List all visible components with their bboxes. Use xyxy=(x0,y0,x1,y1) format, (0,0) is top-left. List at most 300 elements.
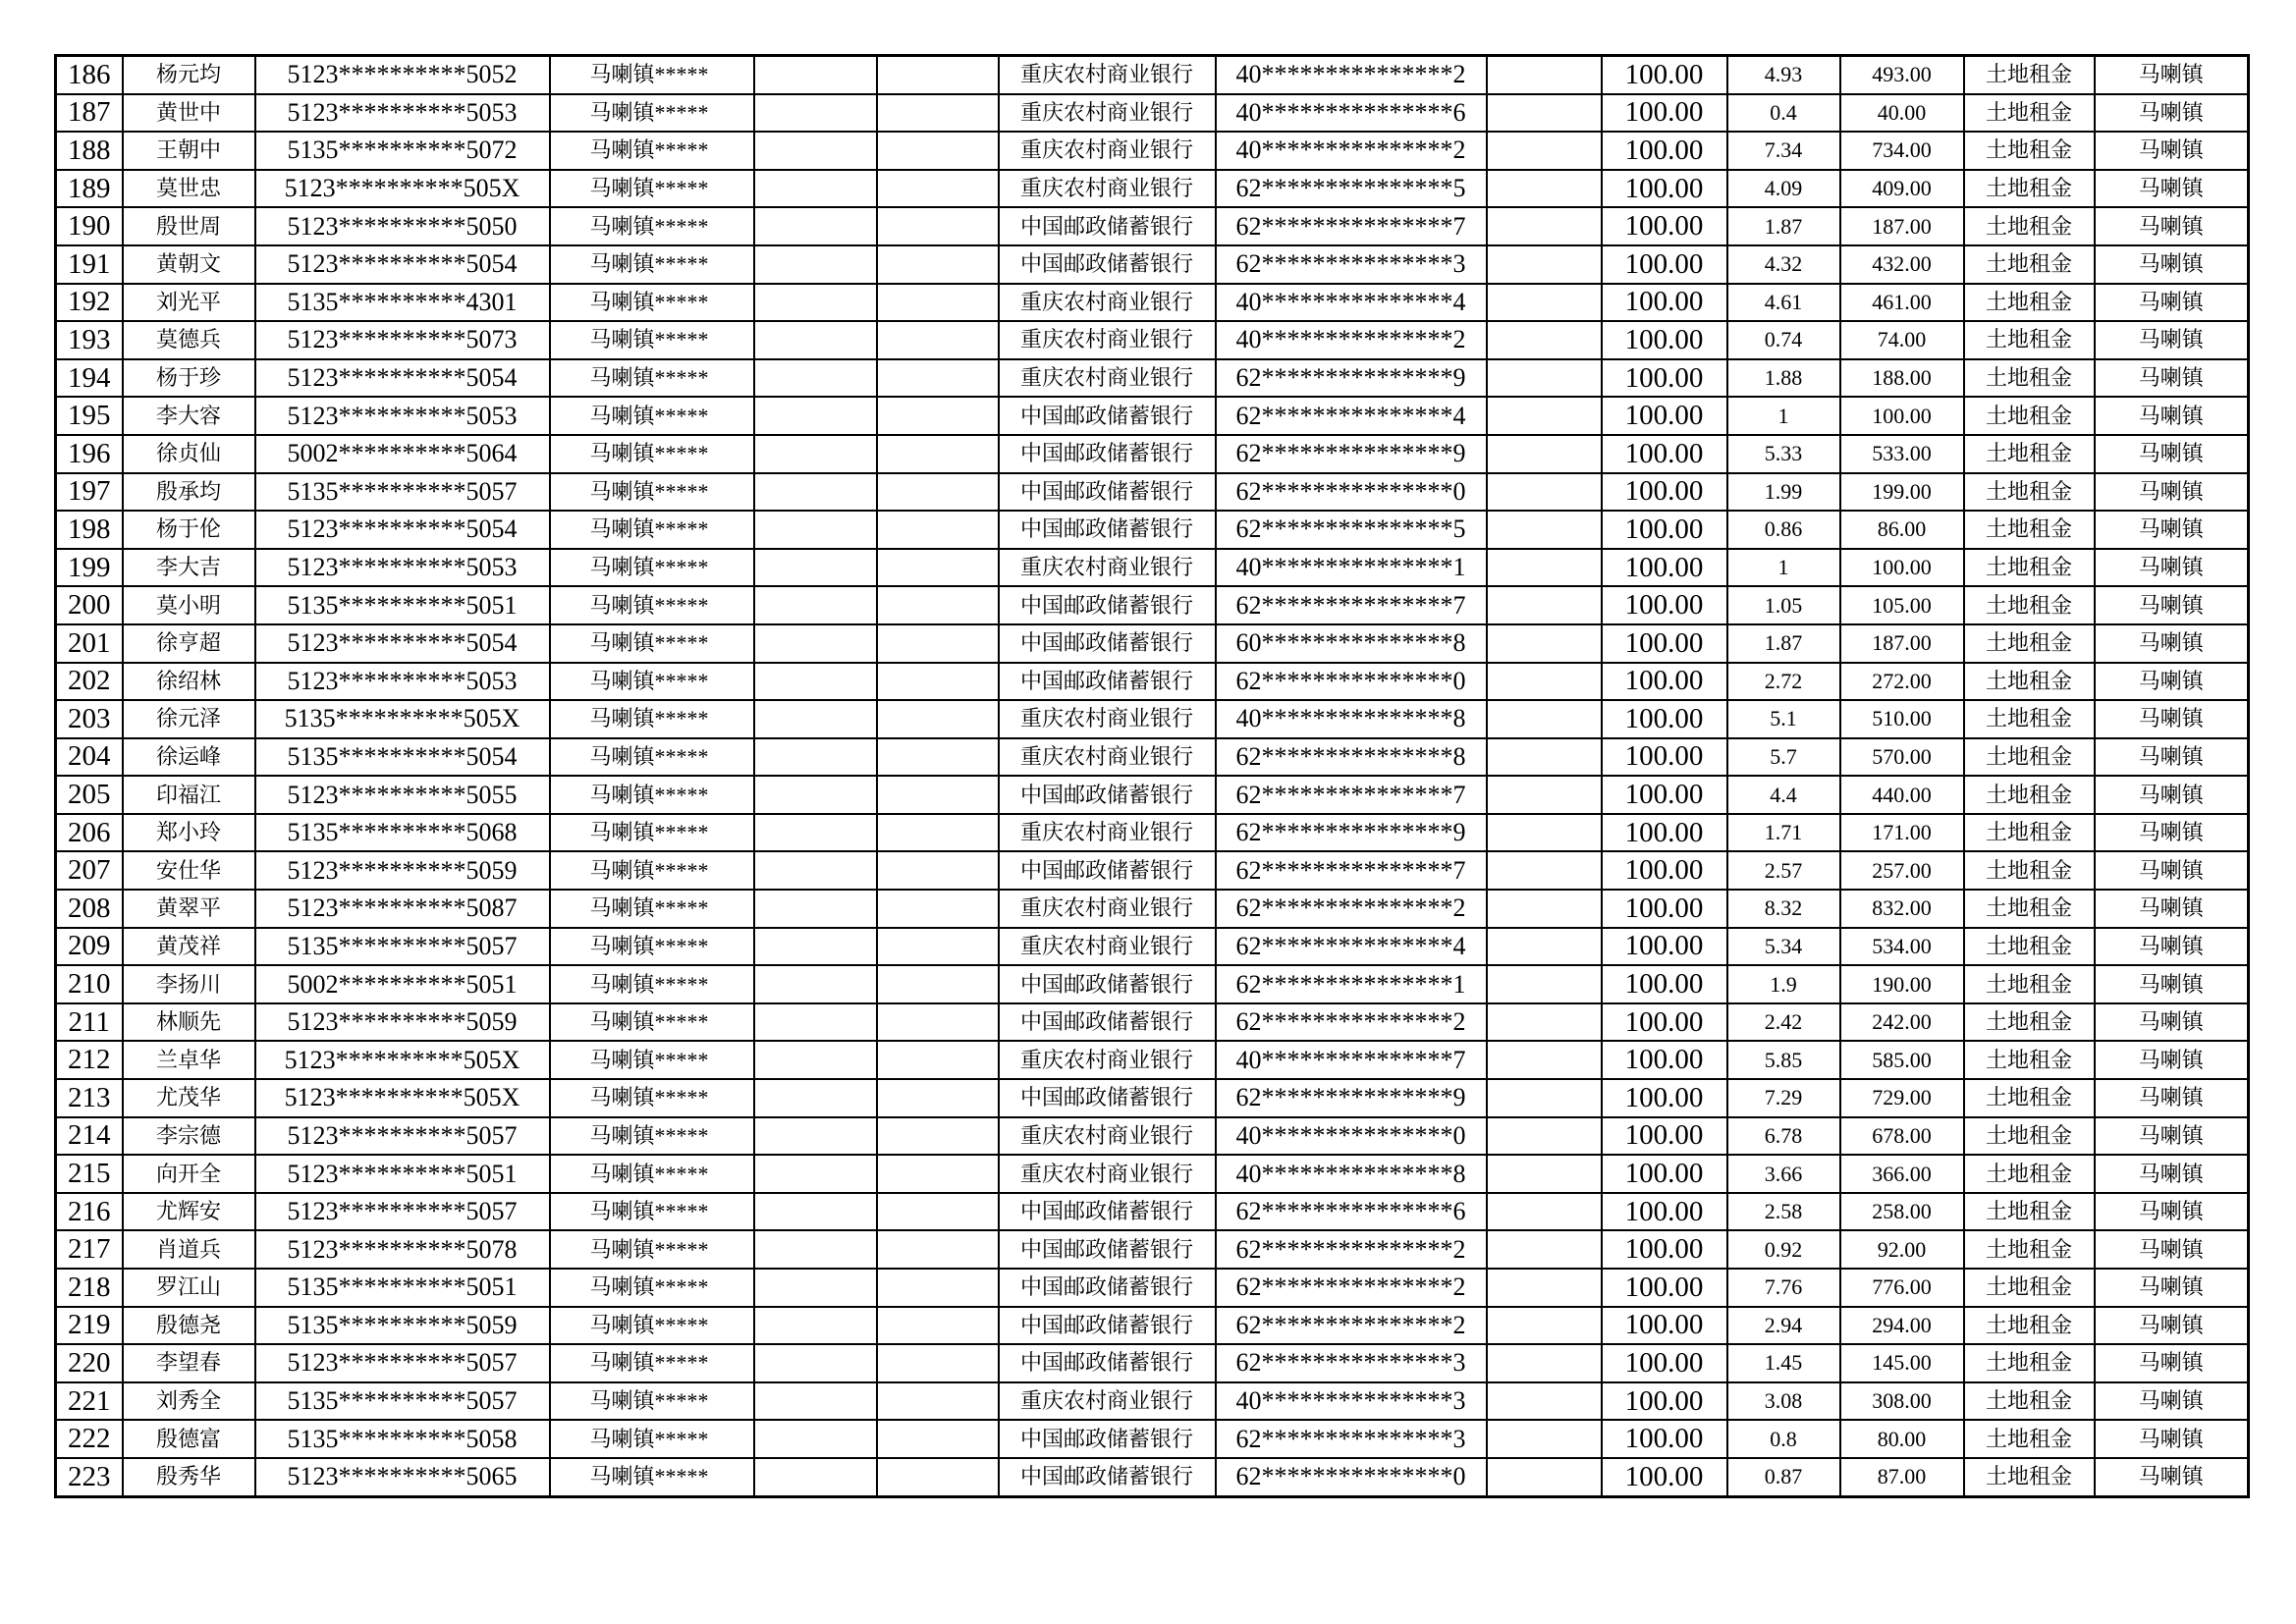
amount-cell: 440.00 xyxy=(1840,776,1964,814)
town-cell: 马喇镇 xyxy=(2095,1269,2249,1307)
blank-cell xyxy=(754,1344,877,1382)
name-cell: 李大容 xyxy=(123,397,255,435)
id-number-cell: 5002**********5064 xyxy=(255,435,550,473)
area-cell: 1.87 xyxy=(1727,207,1840,245)
table-row xyxy=(56,1420,2249,1458)
address-cell: 马喇镇***** xyxy=(550,851,754,890)
blank-cell xyxy=(1487,207,1602,245)
bank-cell: 重庆农村商业银行 xyxy=(999,1117,1216,1156)
unit-price-cell: 100.00 xyxy=(1602,94,1727,133)
blank-cell xyxy=(754,965,877,1003)
name-cell: 殷德富 xyxy=(123,1420,255,1458)
blank-cell xyxy=(877,663,999,701)
amount-cell: 729.00 xyxy=(1840,1079,1964,1117)
subsidy-type-cell: 土地租金 xyxy=(1964,1458,2095,1496)
name-cell: 徐运峰 xyxy=(123,738,255,777)
account-cell: 62***************2 xyxy=(1216,890,1487,928)
blank-cell xyxy=(877,284,999,322)
blank-cell xyxy=(754,738,877,777)
blank-cell xyxy=(754,284,877,322)
subsidy-type-cell: 土地租金 xyxy=(1964,624,2095,663)
blank-cell xyxy=(877,1117,999,1156)
subsidy-type-cell: 土地租金 xyxy=(1964,1117,2095,1156)
amount-cell: 258.00 xyxy=(1840,1193,1964,1231)
account-cell: 62***************6 xyxy=(1216,1193,1487,1231)
blank-cell xyxy=(877,359,999,398)
name-cell: 郑小玲 xyxy=(123,814,255,852)
address-cell: 马喇镇***** xyxy=(550,1420,754,1458)
address-cell: 马喇镇***** xyxy=(550,94,754,133)
table-row xyxy=(56,1117,2249,1156)
address-cell: 马喇镇***** xyxy=(550,207,754,245)
unit-price-cell: 100.00 xyxy=(1602,132,1727,170)
unit-price-cell: 100.00 xyxy=(1602,56,1727,94)
table-row xyxy=(56,965,2249,1003)
bank-cell: 重庆农村商业银行 xyxy=(999,738,1216,777)
name-cell: 向开全 xyxy=(123,1155,255,1193)
blank-cell xyxy=(1487,890,1602,928)
town-cell: 马喇镇 xyxy=(2095,1079,2249,1117)
name-cell: 尤辉安 xyxy=(123,1193,255,1231)
unit-price-cell: 100.00 xyxy=(1602,1193,1727,1231)
blank-cell xyxy=(754,1155,877,1193)
town-cell: 马喇镇 xyxy=(2095,1458,2249,1496)
table-row xyxy=(56,1193,2249,1231)
area-cell: 1.88 xyxy=(1727,359,1840,398)
row-number-cell: 209 xyxy=(56,928,123,966)
town-cell: 马喇镇 xyxy=(2095,965,2249,1003)
subsidy-type-cell: 土地租金 xyxy=(1964,1041,2095,1079)
table-row xyxy=(56,1003,2249,1042)
blank-cell xyxy=(754,1230,877,1269)
unit-price-cell: 100.00 xyxy=(1602,928,1727,966)
blank-cell xyxy=(754,1307,877,1345)
town-cell: 马喇镇 xyxy=(2095,1155,2249,1193)
amount-cell: 40.00 xyxy=(1840,94,1964,133)
row-number-cell: 210 xyxy=(56,965,123,1003)
address-cell: 马喇镇***** xyxy=(550,1003,754,1042)
blank-cell xyxy=(754,1079,877,1117)
area-cell: 4.32 xyxy=(1727,245,1840,284)
bank-cell: 重庆农村商业银行 xyxy=(999,170,1216,208)
blank-cell xyxy=(1487,814,1602,852)
id-number-cell: 5123**********5059 xyxy=(255,1003,550,1042)
blank-cell xyxy=(754,890,877,928)
table-row xyxy=(56,890,2249,928)
blank-cell xyxy=(754,245,877,284)
unit-price-cell: 100.00 xyxy=(1602,1382,1727,1421)
blank-cell xyxy=(754,1193,877,1231)
amount-cell: 510.00 xyxy=(1840,700,1964,738)
blank-cell xyxy=(1487,1344,1602,1382)
row-number-cell: 206 xyxy=(56,814,123,852)
area-cell: 4.61 xyxy=(1727,284,1840,322)
blank-cell xyxy=(1487,56,1602,94)
bank-cell: 中国邮政储蓄银行 xyxy=(999,397,1216,435)
area-cell: 5.85 xyxy=(1727,1041,1840,1079)
bank-cell: 重庆农村商业银行 xyxy=(999,56,1216,94)
blank-cell xyxy=(754,132,877,170)
area-cell: 0.87 xyxy=(1727,1458,1840,1496)
blank-cell xyxy=(754,814,877,852)
account-cell: 40***************8 xyxy=(1216,700,1487,738)
blank-cell xyxy=(754,207,877,245)
blank-cell xyxy=(754,1458,877,1496)
bank-cell: 重庆农村商业银行 xyxy=(999,132,1216,170)
address-cell: 马喇镇***** xyxy=(550,1117,754,1156)
bank-cell: 中国邮政储蓄银行 xyxy=(999,965,1216,1003)
amount-cell: 190.00 xyxy=(1840,965,1964,1003)
name-cell: 安仕华 xyxy=(123,851,255,890)
id-number-cell: 5135**********5057 xyxy=(255,1382,550,1421)
unit-price-cell: 100.00 xyxy=(1602,207,1727,245)
table-row xyxy=(56,511,2249,549)
id-number-cell: 5123**********5057 xyxy=(255,1117,550,1156)
row-number-cell: 196 xyxy=(56,435,123,473)
table-row xyxy=(56,132,2249,170)
subsidy-type-cell: 土地租金 xyxy=(1964,1344,2095,1382)
blank-cell xyxy=(754,1041,877,1079)
id-number-cell: 5123**********5078 xyxy=(255,1230,550,1269)
subsidy-type-cell: 土地租金 xyxy=(1964,132,2095,170)
amount-cell: 105.00 xyxy=(1840,586,1964,624)
row-number-cell: 218 xyxy=(56,1269,123,1307)
id-number-cell: 5123**********505X xyxy=(255,170,550,208)
blank-cell xyxy=(1487,1155,1602,1193)
table-row xyxy=(56,56,2249,94)
blank-cell xyxy=(1487,359,1602,398)
address-cell: 马喇镇***** xyxy=(550,890,754,928)
amount-cell: 80.00 xyxy=(1840,1420,1964,1458)
address-cell: 马喇镇***** xyxy=(550,359,754,398)
blank-cell xyxy=(1487,549,1602,587)
id-number-cell: 5135**********5051 xyxy=(255,586,550,624)
amount-cell: 171.00 xyxy=(1840,814,1964,852)
row-number-cell: 203 xyxy=(56,700,123,738)
blank-cell xyxy=(877,928,999,966)
amount-cell: 187.00 xyxy=(1840,624,1964,663)
town-cell: 马喇镇 xyxy=(2095,851,2249,890)
blank-cell xyxy=(1487,321,1602,359)
row-number-cell: 221 xyxy=(56,1382,123,1421)
amount-cell: 461.00 xyxy=(1840,284,1964,322)
amount-cell: 74.00 xyxy=(1840,321,1964,359)
blank-cell xyxy=(754,511,877,549)
row-number-cell: 197 xyxy=(56,473,123,512)
row-number-cell: 187 xyxy=(56,94,123,133)
blank-cell xyxy=(1487,738,1602,777)
unit-price-cell: 100.00 xyxy=(1602,851,1727,890)
name-cell: 莫小明 xyxy=(123,586,255,624)
bank-cell: 重庆农村商业银行 xyxy=(999,359,1216,398)
unit-price-cell: 100.00 xyxy=(1602,321,1727,359)
unit-price-cell: 100.00 xyxy=(1602,435,1727,473)
account-cell: 62***************5 xyxy=(1216,170,1487,208)
unit-price-cell: 100.00 xyxy=(1602,738,1727,777)
area-cell: 2.72 xyxy=(1727,663,1840,701)
amount-cell: 100.00 xyxy=(1840,397,1964,435)
subsidy-type-cell: 土地租金 xyxy=(1964,94,2095,133)
id-number-cell: 5123**********5087 xyxy=(255,890,550,928)
town-cell: 马喇镇 xyxy=(2095,170,2249,208)
address-cell: 马喇镇***** xyxy=(550,1344,754,1382)
area-cell: 5.33 xyxy=(1727,435,1840,473)
table-row xyxy=(56,928,2249,966)
unit-price-cell: 100.00 xyxy=(1602,1079,1727,1117)
blank-cell xyxy=(1487,1307,1602,1345)
unit-price-cell: 100.00 xyxy=(1602,1269,1727,1307)
table-row xyxy=(56,1230,2249,1269)
blank-cell xyxy=(1487,1420,1602,1458)
id-number-cell: 5123**********5057 xyxy=(255,1344,550,1382)
account-cell: 40***************3 xyxy=(1216,1382,1487,1421)
subsidy-type-cell: 土地租金 xyxy=(1964,663,2095,701)
blank-cell xyxy=(1487,473,1602,512)
address-cell: 马喇镇***** xyxy=(550,56,754,94)
id-number-cell: 5123**********505X xyxy=(255,1079,550,1117)
area-cell: 0.4 xyxy=(1727,94,1840,133)
bank-cell: 中国邮政储蓄银行 xyxy=(999,1003,1216,1042)
area-cell: 1 xyxy=(1727,549,1840,587)
area-cell: 6.78 xyxy=(1727,1117,1840,1156)
town-cell: 马喇镇 xyxy=(2095,56,2249,94)
blank-cell xyxy=(754,170,877,208)
blank-cell xyxy=(877,1307,999,1345)
name-cell: 殷秀华 xyxy=(123,1458,255,1496)
name-cell: 黄翠平 xyxy=(123,890,255,928)
bank-cell: 中国邮政储蓄银行 xyxy=(999,1307,1216,1345)
table-row xyxy=(56,397,2249,435)
amount-cell: 199.00 xyxy=(1840,473,1964,512)
blank-cell xyxy=(754,700,877,738)
unit-price-cell: 100.00 xyxy=(1602,814,1727,852)
table-row xyxy=(56,94,2249,133)
id-number-cell: 5135**********5072 xyxy=(255,132,550,170)
id-number-cell: 5123**********505X xyxy=(255,1041,550,1079)
blank-cell xyxy=(1487,132,1602,170)
table-row xyxy=(56,284,2249,322)
bank-cell: 重庆农村商业银行 xyxy=(999,549,1216,587)
table-row xyxy=(56,1079,2249,1117)
blank-cell xyxy=(1487,1193,1602,1231)
blank-cell xyxy=(1487,1003,1602,1042)
table-row xyxy=(56,814,2249,852)
amount-cell: 570.00 xyxy=(1840,738,1964,777)
account-cell: 62***************9 xyxy=(1216,359,1487,398)
blank-cell xyxy=(1487,245,1602,284)
town-cell: 马喇镇 xyxy=(2095,435,2249,473)
amount-cell: 432.00 xyxy=(1840,245,1964,284)
row-number-cell: 194 xyxy=(56,359,123,398)
name-cell: 莫德兵 xyxy=(123,321,255,359)
id-number-cell: 5123**********5059 xyxy=(255,851,550,890)
blank-cell xyxy=(754,586,877,624)
name-cell: 徐亨超 xyxy=(123,624,255,663)
id-number-cell: 5135**********505X xyxy=(255,700,550,738)
address-cell: 马喇镇***** xyxy=(550,1155,754,1193)
unit-price-cell: 100.00 xyxy=(1602,1230,1727,1269)
blank-cell xyxy=(1487,586,1602,624)
subsidy-type-cell: 土地租金 xyxy=(1964,738,2095,777)
subsidy-type-cell: 土地租金 xyxy=(1964,1155,2095,1193)
row-number-cell: 220 xyxy=(56,1344,123,1382)
town-cell: 马喇镇 xyxy=(2095,1117,2249,1156)
area-cell: 2.94 xyxy=(1727,1307,1840,1345)
area-cell: 1.05 xyxy=(1727,586,1840,624)
subsidy-type-cell: 土地租金 xyxy=(1964,435,2095,473)
row-number-cell: 215 xyxy=(56,1155,123,1193)
bank-cell: 重庆农村商业银行 xyxy=(999,700,1216,738)
bank-cell: 重庆农村商业银行 xyxy=(999,890,1216,928)
town-cell: 马喇镇 xyxy=(2095,663,2249,701)
name-cell: 刘秀全 xyxy=(123,1382,255,1421)
amount-cell: 145.00 xyxy=(1840,1344,1964,1382)
blank-cell xyxy=(877,511,999,549)
account-cell: 62***************0 xyxy=(1216,1458,1487,1496)
account-cell: 62***************0 xyxy=(1216,473,1487,512)
unit-price-cell: 100.00 xyxy=(1602,1307,1727,1345)
area-cell: 2.58 xyxy=(1727,1193,1840,1231)
address-cell: 马喇镇***** xyxy=(550,473,754,512)
bank-cell: 中国邮政储蓄银行 xyxy=(999,1193,1216,1231)
area-cell: 8.32 xyxy=(1727,890,1840,928)
amount-cell: 776.00 xyxy=(1840,1269,1964,1307)
amount-cell: 533.00 xyxy=(1840,435,1964,473)
area-cell: 5.34 xyxy=(1727,928,1840,966)
account-cell: 40***************0 xyxy=(1216,1117,1487,1156)
id-number-cell: 5123**********5052 xyxy=(255,56,550,94)
account-cell: 40***************4 xyxy=(1216,284,1487,322)
town-cell: 马喇镇 xyxy=(2095,624,2249,663)
account-cell: 62***************1 xyxy=(1216,965,1487,1003)
blank-cell xyxy=(754,94,877,133)
town-cell: 马喇镇 xyxy=(2095,549,2249,587)
address-cell: 马喇镇***** xyxy=(550,132,754,170)
unit-price-cell: 100.00 xyxy=(1602,1155,1727,1193)
row-number-cell: 202 xyxy=(56,663,123,701)
blank-cell xyxy=(754,663,877,701)
id-number-cell: 5123**********5073 xyxy=(255,321,550,359)
blank-cell xyxy=(877,56,999,94)
town-cell: 马喇镇 xyxy=(2095,132,2249,170)
subsidy-type-cell: 土地租金 xyxy=(1964,321,2095,359)
table-row xyxy=(56,1155,2249,1193)
address-cell: 马喇镇***** xyxy=(550,663,754,701)
account-cell: 40***************8 xyxy=(1216,1155,1487,1193)
row-number-cell: 205 xyxy=(56,776,123,814)
town-cell: 马喇镇 xyxy=(2095,94,2249,133)
subsidy-type-cell: 土地租金 xyxy=(1964,207,2095,245)
amount-cell: 242.00 xyxy=(1840,1003,1964,1042)
bank-cell: 中国邮政储蓄银行 xyxy=(999,1344,1216,1382)
row-number-cell: 189 xyxy=(56,170,123,208)
area-cell: 4.4 xyxy=(1727,776,1840,814)
unit-price-cell: 100.00 xyxy=(1602,1458,1727,1496)
name-cell: 殷承均 xyxy=(123,473,255,512)
address-cell: 马喇镇***** xyxy=(550,1041,754,1079)
name-cell: 印福江 xyxy=(123,776,255,814)
account-cell: 62***************9 xyxy=(1216,814,1487,852)
bank-cell: 中国邮政储蓄银行 xyxy=(999,663,1216,701)
account-cell: 62***************2 xyxy=(1216,1307,1487,1345)
unit-price-cell: 100.00 xyxy=(1602,397,1727,435)
subsidy-type-cell: 土地租金 xyxy=(1964,965,2095,1003)
unit-price-cell: 100.00 xyxy=(1602,549,1727,587)
blank-cell xyxy=(877,624,999,663)
amount-cell: 272.00 xyxy=(1840,663,1964,701)
subsidy-type-cell: 土地租金 xyxy=(1964,1307,2095,1345)
id-number-cell: 5135**********5057 xyxy=(255,473,550,512)
blank-cell xyxy=(1487,1382,1602,1421)
name-cell: 李宗德 xyxy=(123,1117,255,1156)
address-cell: 马喇镇***** xyxy=(550,624,754,663)
name-cell: 尤茂华 xyxy=(123,1079,255,1117)
table-row xyxy=(56,663,2249,701)
unit-price-cell: 100.00 xyxy=(1602,1003,1727,1042)
blank-cell xyxy=(877,1155,999,1193)
address-cell: 马喇镇***** xyxy=(550,284,754,322)
address-cell: 马喇镇***** xyxy=(550,511,754,549)
blank-cell xyxy=(877,738,999,777)
row-number-cell: 207 xyxy=(56,851,123,890)
unit-price-cell: 100.00 xyxy=(1602,245,1727,284)
town-cell: 马喇镇 xyxy=(2095,1307,2249,1345)
table-row xyxy=(56,245,2249,284)
bank-cell: 中国邮政储蓄银行 xyxy=(999,435,1216,473)
table-row xyxy=(56,359,2249,398)
subsidy-type-cell: 土地租金 xyxy=(1964,245,2095,284)
blank-cell xyxy=(754,851,877,890)
subsidy-type-cell: 土地租金 xyxy=(1964,1269,2095,1307)
blank-cell xyxy=(754,1382,877,1421)
unit-price-cell: 100.00 xyxy=(1602,359,1727,398)
area-cell: 4.93 xyxy=(1727,56,1840,94)
account-cell: 62***************7 xyxy=(1216,851,1487,890)
amount-cell: 100.00 xyxy=(1840,549,1964,587)
blank-cell xyxy=(877,1420,999,1458)
town-cell: 马喇镇 xyxy=(2095,284,2249,322)
bank-cell: 重庆农村商业银行 xyxy=(999,928,1216,966)
table-row xyxy=(56,1344,2249,1382)
blank-cell xyxy=(1487,1041,1602,1079)
address-cell: 马喇镇***** xyxy=(550,965,754,1003)
row-number-cell: 223 xyxy=(56,1458,123,1496)
id-number-cell: 5123**********5054 xyxy=(255,245,550,284)
blank-cell xyxy=(877,1344,999,1382)
unit-price-cell: 100.00 xyxy=(1602,586,1727,624)
row-number-cell: 193 xyxy=(56,321,123,359)
name-cell: 兰卓华 xyxy=(123,1041,255,1079)
name-cell: 黄茂祥 xyxy=(123,928,255,966)
area-cell: 3.66 xyxy=(1727,1155,1840,1193)
name-cell: 王朝中 xyxy=(123,132,255,170)
table-row xyxy=(56,624,2249,663)
row-number-cell: 216 xyxy=(56,1193,123,1231)
blank-cell xyxy=(1487,170,1602,208)
row-number-cell: 217 xyxy=(56,1230,123,1269)
row-number-cell: 191 xyxy=(56,245,123,284)
id-number-cell: 5123**********5057 xyxy=(255,1193,550,1231)
bank-cell: 中国邮政储蓄银行 xyxy=(999,473,1216,512)
account-cell: 40***************2 xyxy=(1216,321,1487,359)
name-cell: 徐元泽 xyxy=(123,700,255,738)
id-number-cell: 5135**********4301 xyxy=(255,284,550,322)
address-cell: 马喇镇***** xyxy=(550,1307,754,1345)
area-cell: 1.45 xyxy=(1727,1344,1840,1382)
blank-cell xyxy=(1487,928,1602,966)
address-cell: 马喇镇***** xyxy=(550,700,754,738)
subsidy-type-cell: 土地租金 xyxy=(1964,776,2095,814)
